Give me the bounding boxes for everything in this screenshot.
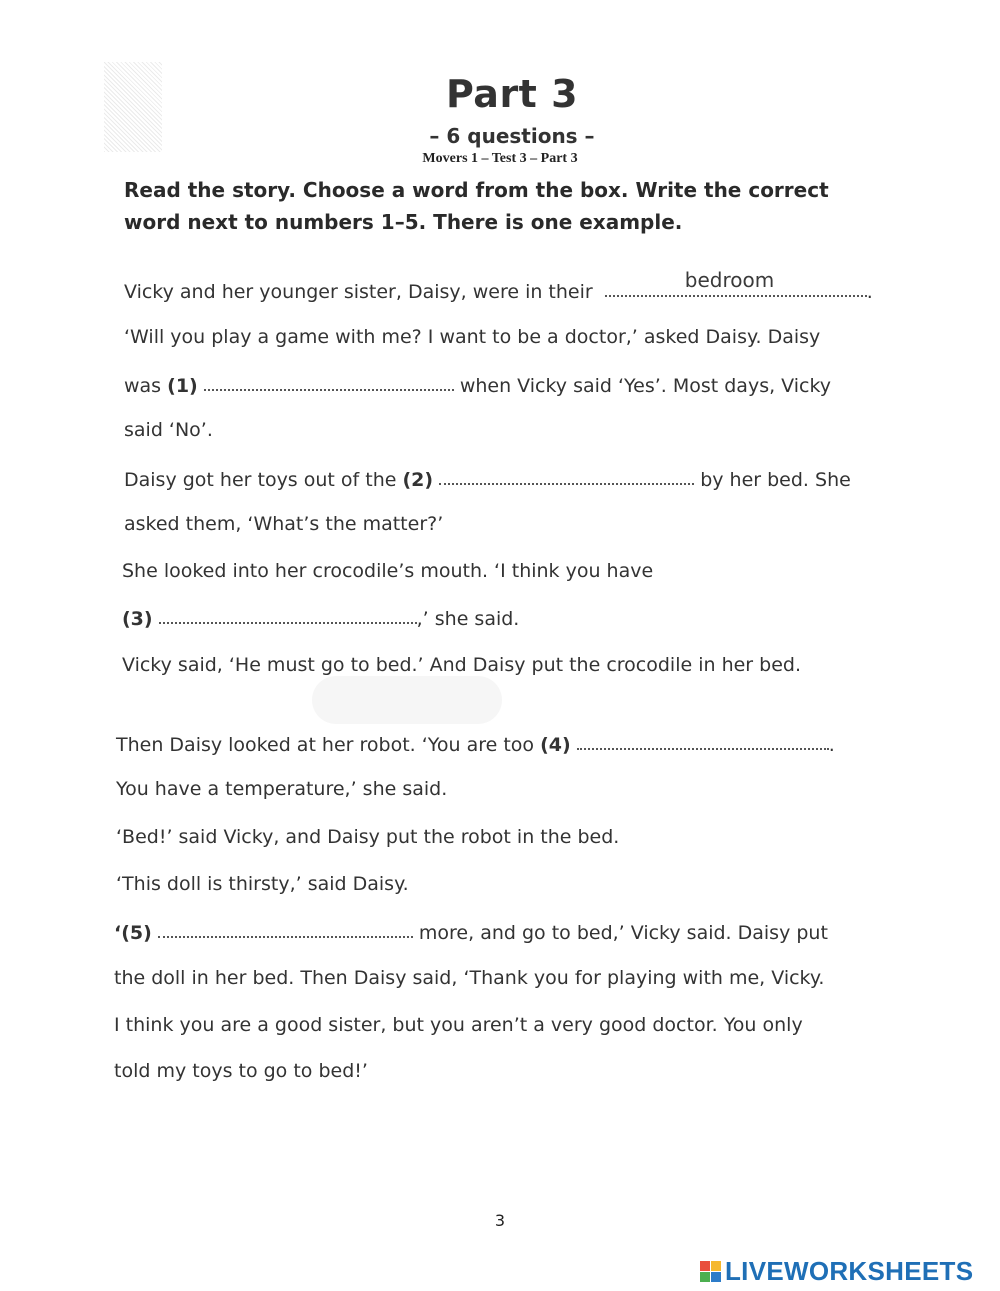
- question-number-1: (1): [167, 375, 198, 397]
- story-line-1: [124, 268, 873, 304]
- liveworksheets-logo-icon: [700, 1261, 722, 1283]
- story-line-8: [122, 605, 519, 631]
- story-text: was: [124, 375, 162, 397]
- story-line-6: asked them, ‘What’s the matter?’: [124, 513, 444, 535]
- story-line-17: told my toys to go to bed!’: [114, 1060, 368, 1082]
- story-text: more, and go to bed,’ Vicky said. Daisy put: [418, 922, 828, 944]
- story-text: Then Daisy looked at her robot. ‘You are too: [116, 734, 535, 756]
- story-text: by her bed. She: [700, 469, 851, 491]
- story-text: .: [866, 281, 873, 303]
- story-line-7: She looked into her crocodile’s mouth. ‘I think you have: [122, 560, 654, 582]
- example-answer-blank: [605, 268, 867, 298]
- answer-blank-2[interactable]: [439, 466, 694, 486]
- answer-blank-1[interactable]: [204, 372, 454, 392]
- answer-blank-3[interactable]: [159, 605, 417, 625]
- answer-blank-4[interactable]: [577, 731, 829, 751]
- quote-mark: ‘: [114, 922, 122, 944]
- story-text: Vicky and her younger sister, Daisy, were in their: [124, 281, 593, 303]
- brand-name: LIVEWORKSHEETS: [725, 1256, 974, 1286]
- liveworksheets-brand[interactable]: [700, 1256, 973, 1287]
- page-number: 3: [494, 1211, 506, 1230]
- story-line-9: Vicky said, ‘He must go to bed.’ And Daisy put the crocodile in her bed.: [122, 654, 801, 676]
- story-line-11: You have a temperature,’ she said.: [116, 778, 448, 800]
- story-text: Daisy got her toys out of the: [124, 469, 397, 491]
- answer-blank-5[interactable]: [158, 919, 413, 939]
- story-line-10: [116, 731, 835, 757]
- questions-count: – 6 questions –: [429, 124, 595, 148]
- question-number-3: (3): [122, 608, 153, 630]
- story-line-2: ‘Will you play a game with me? I want to be a doctor,’ asked Daisy. Daisy: [124, 326, 821, 348]
- part-title: Part 3: [445, 72, 579, 116]
- story-line-5: [124, 466, 851, 492]
- instructions-line-2: word next to numbers 1–5. There is one example.: [124, 210, 683, 234]
- watermark: [312, 676, 502, 724]
- story-line-16: I think you are a good sister, but you aren’t a very good doctor. You only: [114, 1014, 803, 1036]
- story-line-14: [114, 919, 828, 945]
- test-reference: Movers 1 – Test 3 – Part 3: [422, 151, 578, 166]
- story-text: ,’ she said.: [416, 608, 520, 630]
- story-text: when Vicky said ‘Yes’. Most days, Vicky: [459, 375, 832, 397]
- question-number-5: (5): [121, 922, 152, 944]
- story-line-4: said ‘No’.: [124, 419, 213, 441]
- question-number-4: (4): [540, 734, 571, 756]
- question-number-2: (2): [402, 469, 434, 491]
- example-answer: bedroom: [684, 268, 775, 292]
- story-text: .: [828, 734, 835, 756]
- story-line-3: [124, 372, 831, 398]
- story-line-15: the doll in her bed. Then Daisy said, ‘Thank you for playing with me, Vicky.: [114, 967, 825, 989]
- story-line-12: ‘Bed!’ said Vicky, and Daisy put the robot in the bed.: [116, 826, 620, 848]
- story-line-13: ‘This doll is thirsty,’ said Daisy.: [116, 873, 409, 895]
- instructions-line-1: Read the story. Choose a word from the box. Write the correct: [124, 178, 829, 202]
